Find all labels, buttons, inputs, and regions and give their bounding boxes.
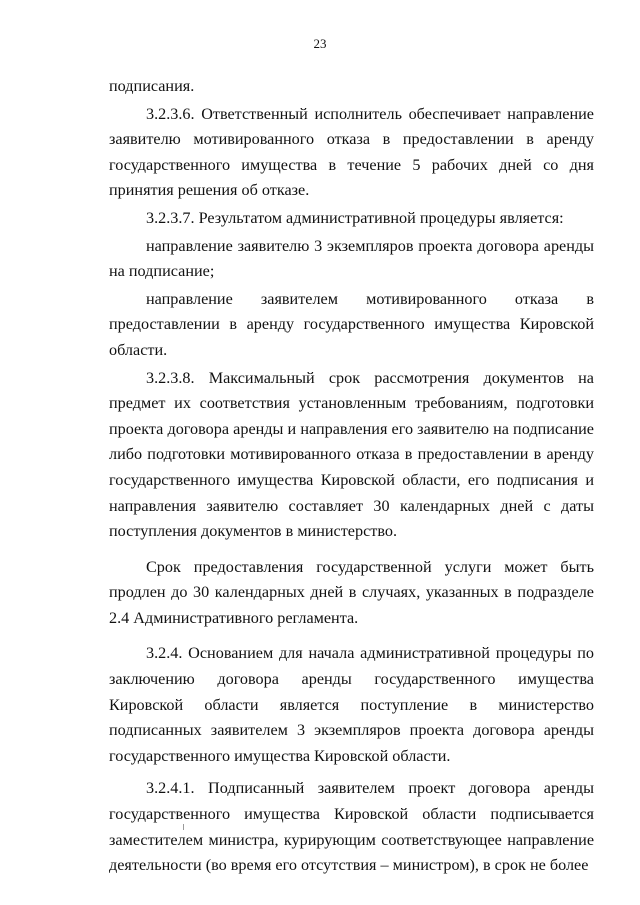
paragraph-continuation: подписания. bbox=[109, 77, 195, 95]
paragraph-3-2-3-7: 3.2.3.7. Результатом административной процедуры является: bbox=[146, 208, 564, 227]
paragraph-service-term: Срок предоставления государственной услуги может быть продлен до 30 календарных дней в случаях, указанных в подразделе 2.4 Административного регламента. bbox=[109, 557, 594, 627]
paragraph-result-item-1: направление заявителю 3 экземпляров проекта договора аренды на подписание; bbox=[109, 236, 594, 281]
paragraph-3-2-3-8: 3.2.3.8. Максимальный срок рассмотрения документов на предмет их соответствия установленным требованиям, подготовки проекта договора аренды и направления его заявителю на подписание либо подготовки мотивированного отказа в предоставлении в аренду государственного имущества Кировской области, его подписания и направления заявителю составляет 30 календарных дней с даты поступления документов в министерство. bbox=[109, 368, 594, 541]
paragraph-result-item-2: направление заявителем мотивированного отказа в предоставлении в аренду государственного имущества Кировской области. bbox=[109, 289, 594, 359]
paragraph-3-2-3-6: 3.2.3.6. Ответственный исполнитель обеспечивает направление заявителю мотивированного отказа в предоставлении в аренду государственного имущества в течение 5 рабочих дней со дня принятия решения об отказе. bbox=[109, 104, 594, 200]
paragraph-3-2-4: 3.2.4. Основанием для начала административной процедуры по заключению договора аренды государственного имущества Кировской области является поступление в министерство подписанных заявителем 3 экземпляров проекта договора аренды государственного имущества Кировской области. bbox=[109, 644, 594, 765]
scan-artifact-mark bbox=[183, 824, 184, 830]
page-number: 23 bbox=[313, 36, 327, 51]
document-body bbox=[109, 74, 594, 879]
paragraph-3-2-4-1: 3.2.4.1. Подписанный заявителем проект договора аренды государственного имущества Кировской области подписывается заместителем министра, курирующим соответствующее направление деятельности (во время его отсутствия – министром), в срок не более bbox=[109, 779, 594, 875]
